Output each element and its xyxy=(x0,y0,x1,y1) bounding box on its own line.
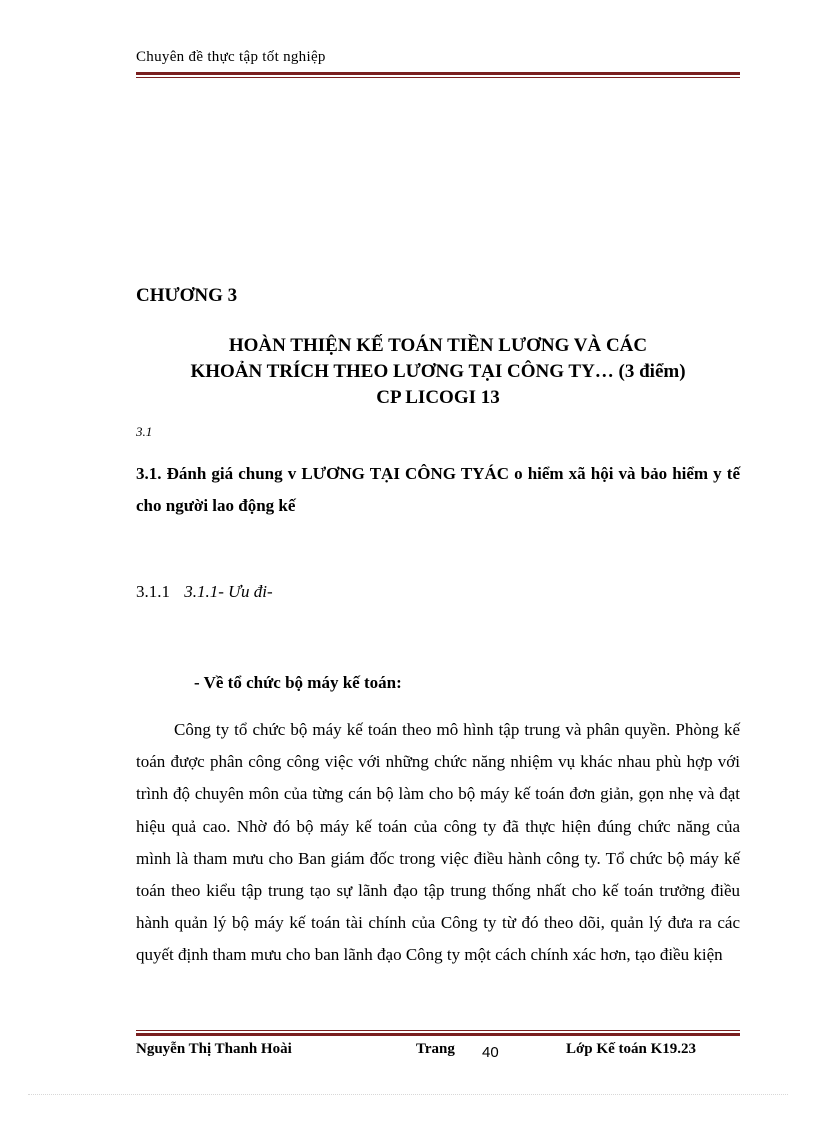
section-3-1-1-title: 3.1.1- Ưu đi- xyxy=(184,582,273,601)
footer-class-name: Lớp Kế toán K19.23 xyxy=(566,1041,696,1057)
running-header: Chuyên đề thực tập tốt nghiệp xyxy=(136,49,326,65)
paragraph-text: Công ty tổ chức bộ máy kế toán theo mô hình tập trung và phân quyền. Phòng kế toán được phân công công việc với những chức năng nhiệm vụ khác nhau phù hợp với trình độ chuyên môn của từng cán bộ làm cho bộ máy kế toán đơn giản, gọn nhẹ và đạt hiệu quả cao. Nhờ đó bộ máy kế toán của công ty đã thực hiện đúng chức năng của mình là tham mưu cho Ban giám đốc trong việc điều hành công ty. Tổ chức bộ máy kế toán theo kiểu tập trung tạo sự lãnh đạo tập trung thống nhất cho kế toán trưởng điều hành quản lý bộ máy kế toán tài chính của Công ty từ đó theo dõi, quản lý đưa ra các quyết định tham mưu cho ban lãnh đạo Công ty một cách chính xác hơn, tạo điều kiện xyxy=(136,720,740,965)
footer-rule-thick xyxy=(136,1033,740,1036)
header-rule-thin xyxy=(136,77,740,78)
body-paragraph xyxy=(136,714,740,972)
chapter-title-line-3: CP LICOGI 13 xyxy=(376,387,500,408)
section-3-1-1-heading xyxy=(136,582,273,602)
page-bottom-dotted-line xyxy=(28,1094,788,1095)
chapter-title xyxy=(136,333,740,411)
footer-page-number: 40 xyxy=(482,1044,499,1061)
chapter-label: CHƯƠNG 3 xyxy=(136,285,238,306)
footer-author: Nguyễn Thị Thanh Hoài xyxy=(136,1041,292,1057)
section-3-1-heading: 3.1. Đánh giá chung v LƯƠNG TẠI CÔNG TYÁC o hiểm xã hội và bảo hiểm y tế cho người lao động kế xyxy=(136,464,740,515)
section-number-small: 3.1 xyxy=(136,424,153,439)
footer-page-label: Trang xyxy=(416,1041,455,1057)
footer-rule-thin xyxy=(136,1030,740,1031)
chapter-title-line-2: KHOẢN TRÍCH THEO LƯƠNG TẠI CÔNG TY… (3 điểm) xyxy=(190,361,686,382)
chapter-title-line-1: HOÀN THIỆN KẾ TOÁN TIỀN LƯƠNG VÀ CÁC xyxy=(228,335,648,356)
section-3-1-1-number: 3.1.1 xyxy=(136,582,170,601)
header-rule-thick xyxy=(136,72,740,75)
bullet-heading: - Về tổ chức bộ máy kế toán: xyxy=(194,673,402,692)
